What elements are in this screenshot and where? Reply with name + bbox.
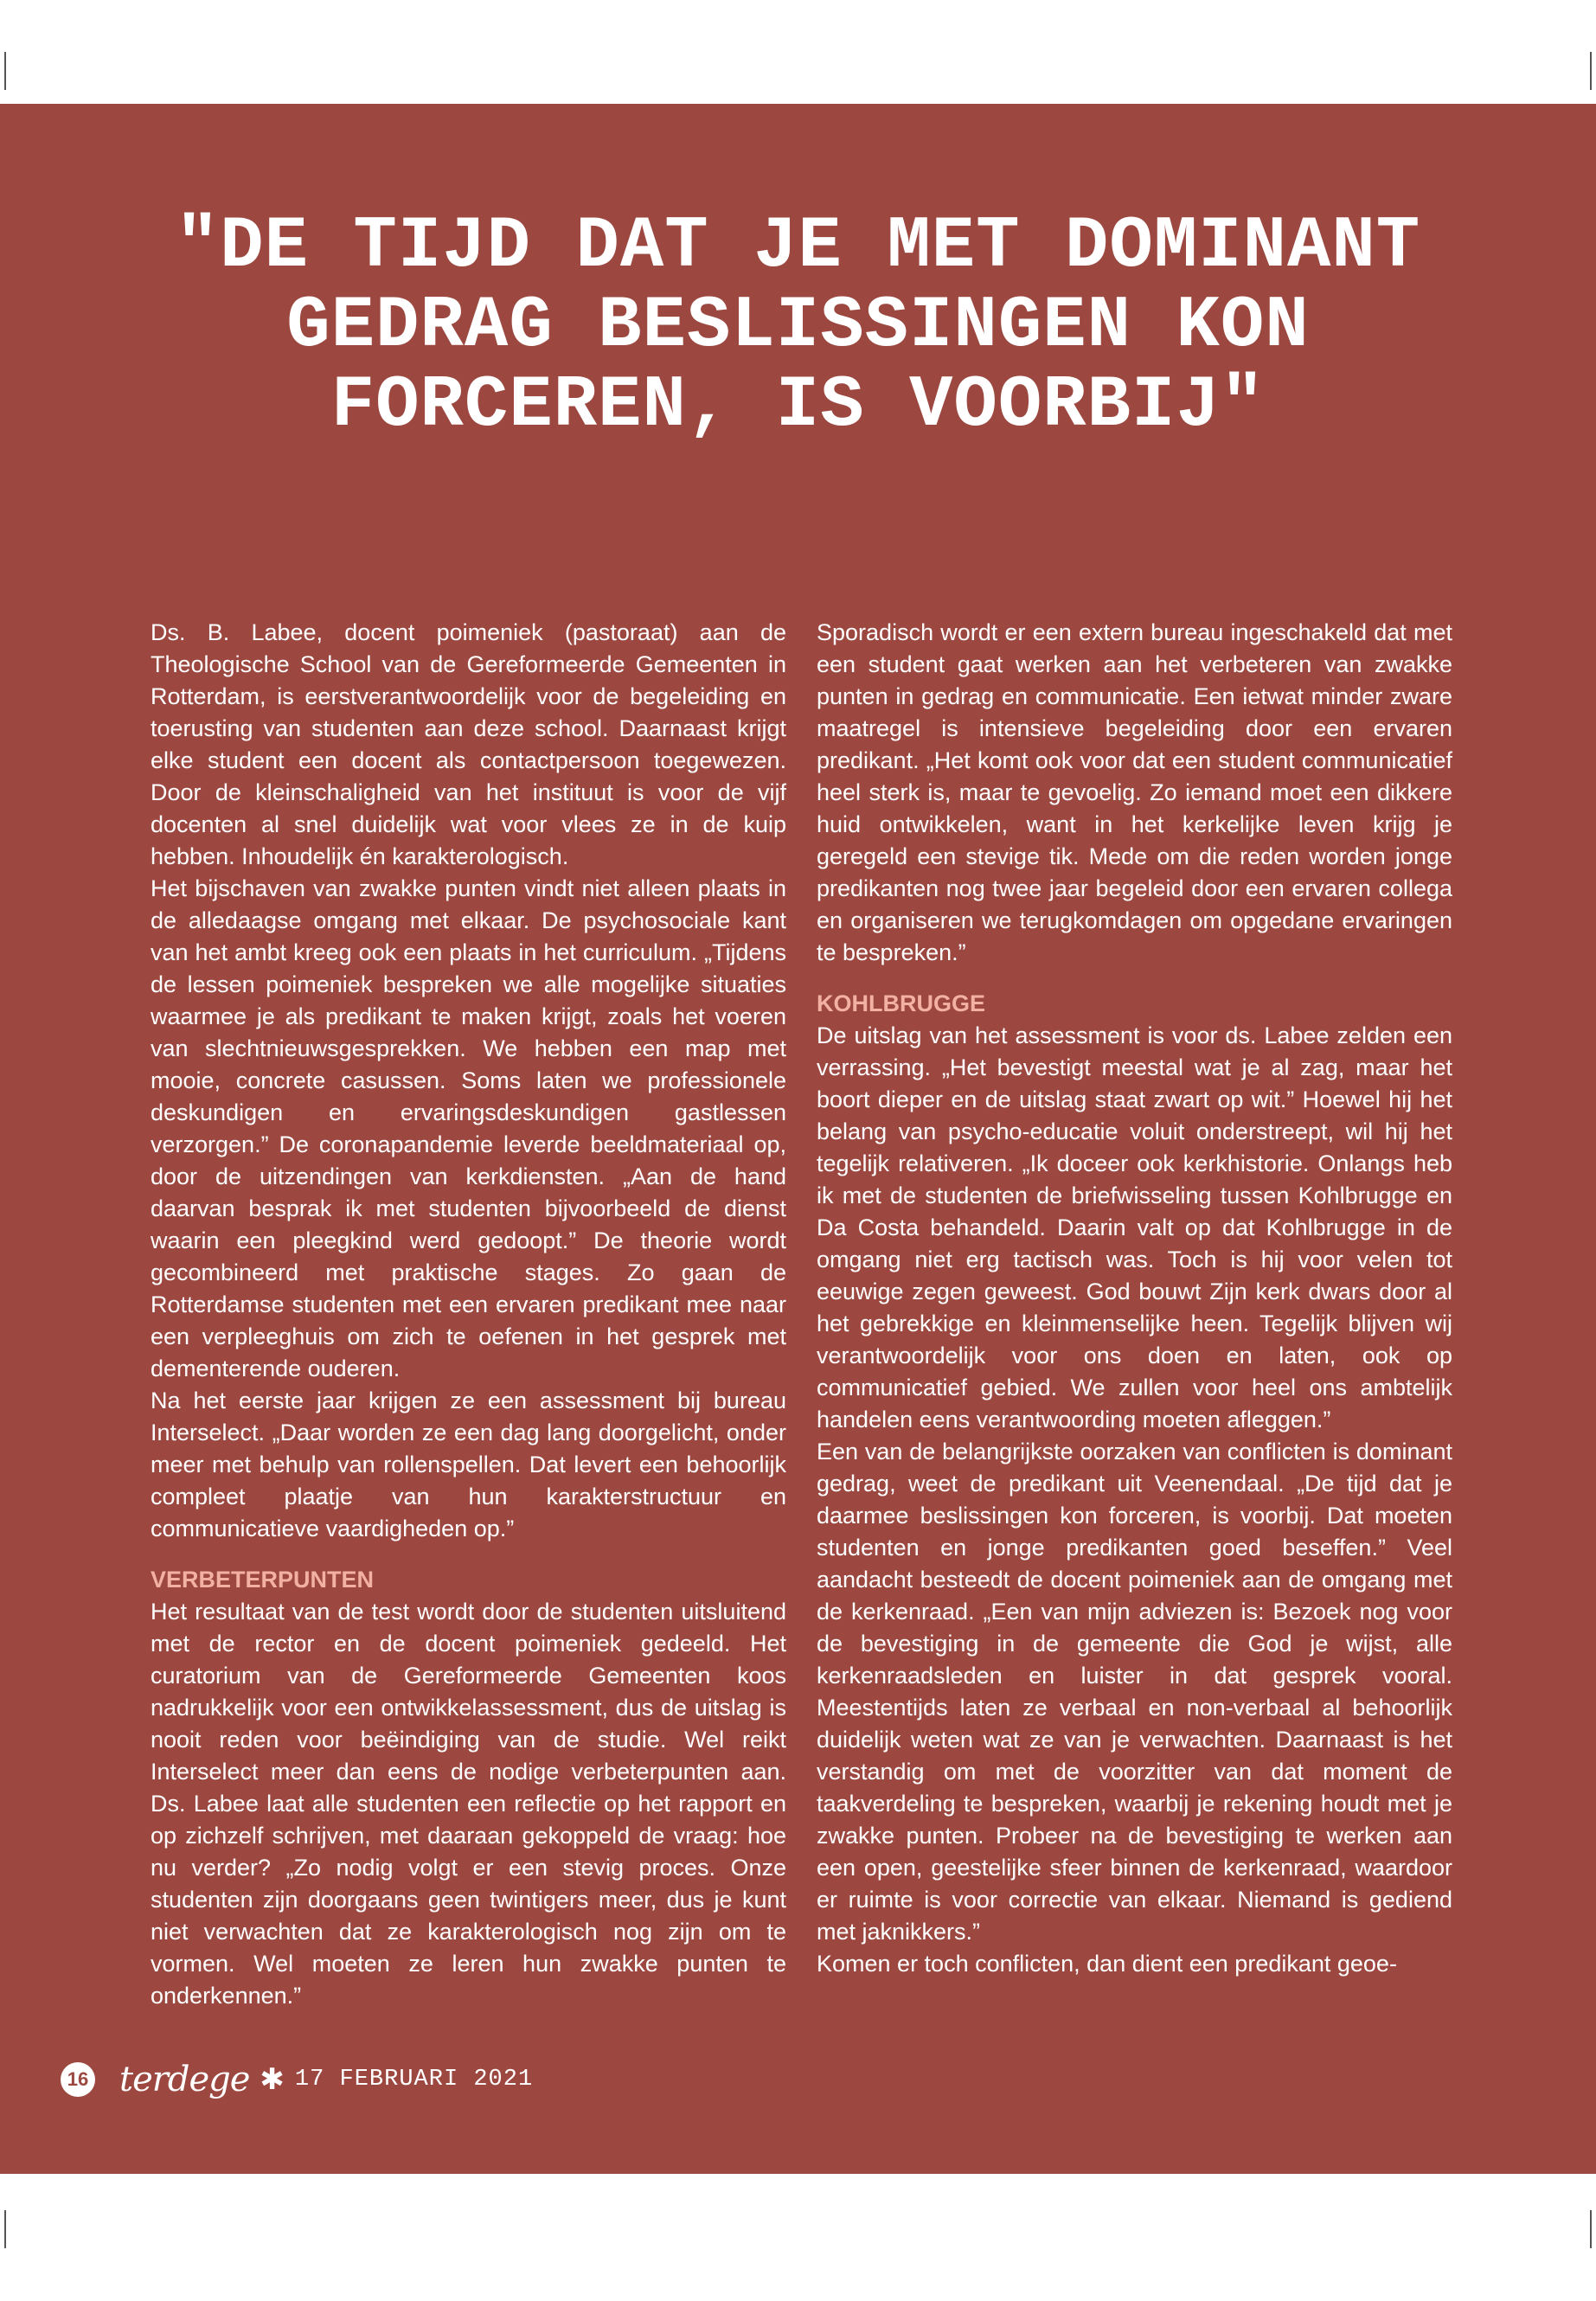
body-paragraph: Sporadisch wordt er een extern bureau ingeschakeld dat met een student gaat werken aan het verbeteren van zwakke punten in gedrag en communicatie. Een ietwat minder zware maatregel is intensieve begeleiding door een ervaren predikant. „Het komt ook voor dat een student communicatief heel sterk is, maar te gevoelig. Zo iemand moet een dikkere huid ontwikkelen, want in het kerkelijke leven krijg je geregeld een stevige tik. Mede om die reden worden jonge predikanten nog twee jaar begeleid door een ervaren collega en organiseren we terugkomdagen om opgedane ervaringen te bespreken.”: [817, 619, 1452, 965]
body-paragraph: De uitslag van het assessment is voor ds. Labee zelden een verrassing. „Het bevestigt meestal wat je al zag, maar het boort dieper en de uitslag staat zwart op wit.” Hoewel hij het belang van psycho-educatie voluit onderstreept, wil hij het tegelijk relativeren. „Ik doceer ook kerkhistorie. Onlangs heb ik met de studenten de briefwisseling tussen Kohlbrugge en Da Costa behandeld. Daarin valt op dat Kohlbrugge in de omgang niet erg tactisch was. Toch is hij voor velen tot eeuwige zegen geweest. God bouwt Zijn kerk dwars door al het gebrekkige en kleinmenselijke heen. Tegelijk blijven wij verantwoordelijk voor ons doen en laten, ook op communicatief gebied. We zullen voor heel ons ambtelijk handelen eens verantwoording moeten afleggen.”: [817, 1022, 1452, 1433]
page-footer: [61, 2061, 533, 2099]
crop-mark-top-right: [1590, 52, 1592, 90]
body-paragraph: Een van de belangrijkste oorzaken van conflicten is dominant gedrag, weet de predikant uit Veenendaal. „De tijd dat je daarmee beslissingen kon forceren, is voorbij. Dat moeten studenten en jonge predikanten goed beseffen.” Veel aandacht besteedt de docent poimeniek aan de omgang met de kerkenraad. „Een van mijn adviezen is: Bezoek nog voor de bevestiging in de gemeente die God je wijst, alle kerkenraadsleden en luister in dat gesprek vooral. Meestentijds laten ze verbaal en non-verbaal al behoorlijk duidelijk weten wat ze van je verwachten. Daarnaast is het verstandig om met de voorzitter van dat moment de taakverdeling te bespreken, waarbij je rekening houdt met je zwakke punten. Probeer na de bevestiging te werken aan een open, geestelijke sfeer binnen de kerkenraad, waardoor er ruimte is voor correctie van elkaar. Niemand is gediend met jaknikkers.”: [817, 1439, 1452, 1945]
crop-mark-bottom-right: [1590, 2210, 1592, 2248]
body-paragraph: Het bijschaven van zwakke punten vindt niet alleen plaats in de alledaagse omgang met elkaar. De psychosociale kant van het ambt kreeg ook een plaats in het curriculum. „Tijdens de lessen poimeniek bespreken we alle mogelijke situaties waarmee je als predikant te maken krijgt, zoals het voeren van slechtnieuwsgesprekken. We hebben een map met mooie, concrete casussen. Soms laten we professionele deskundigen en ervaringsdeskundigen gastlessen verzorgen.” De coronapandemie leverde beeldmateriaal op, door de uitzendingen van kerkdiensten. „Aan de hand daarvan besprak ik met studenten bijvoorbeeld de dienst waarin een pleegkind werd gedoopt.” De theorie wordt gecombineerd met praktische stages. Zo gaan de Rotterdamse studenten met een ervaren predikant mee naar een verpleeghuis om zich te oefenen in het gesprek met dementerende ouderen.: [151, 875, 786, 1381]
page-number-badge: 16: [61, 2062, 95, 2097]
body-paragraph: Komen er toch conflicten, dan dient een predikant geoe-: [817, 1951, 1397, 1977]
crop-mark-top-left: [4, 52, 6, 90]
crop-mark-bottom-left: [4, 2210, 6, 2248]
body-paragraph: Het resultaat van de test wordt door de studenten uitsluitend met de rector en de docent poimeniek gedeeld. Het curatorium van de Gereformeerde Gemeenten koos nadrukkelijk voor een ontwikkelassessment, dus de uitslag is nooit reden voor beëindiging van de studie. Wel reikt Interselect meer dan eens de nodige verbeterpunten aan. Ds. Labee laat alle studenten een reflectie op het rapport en op zichzelf schrijven, met daaraan gekoppeld de vraag: hoe nu verder? „Zo nodig volgt er een stevig proces. Onze studenten zijn doorgaans geen twintigers meer, dus je kunt niet verwachten dat ze karakterologisch nog zijn om te vormen. Wel moeten ze leren hun zwakke punten te onderkennen.”: [151, 1599, 786, 2009]
body-paragraph: Na het eerste jaar krijgen ze een assessment bij bureau Interselect. „Daar worden ze een dag lang doorgelicht, onder meer met behulp van rollenspellen. Dat levert een behoorlijk compleet plaatje van hun karakterstructuur en communicatieve vaardigheden op.”: [151, 1388, 786, 1541]
magazine-logo: terdege: [119, 2060, 250, 2099]
subheading-kohlbrugge: KOHLBRUGGE: [817, 990, 985, 1016]
right-column: [817, 617, 1452, 1980]
left-column: [151, 617, 786, 2012]
issue-date: 17 FEBRUARI 2021: [294, 2067, 534, 2093]
body-paragraph: Ds. B. Labee, docent poimeniek (pastoraat) aan de Theologische School van de Gereformeerde Gemeenten in Rotterdam, is eerstverantwoordelijk voor de begeleiding en toerusting van studenten aan deze school. Daarnaast krijgt elke student een docent als contactpersoon toegewezen. Door de kleinschaligheid van het instituut is voor de vijf docenten al snel duidelijk wat voor vlees ze in de kuip hebben. Inhoudelijk én karakterologisch.: [151, 619, 786, 869]
article-headline: "DE TIJD DAT JE MET DOMINANT GEDRAG BESLISSINGEN KON FORCEREN, IS VOORBIJ": [175, 206, 1421, 447]
subheading-verbeterpunten: VERBETERPUNTEN: [151, 1567, 375, 1593]
asterisk-icon: ✱: [260, 2063, 285, 2096]
